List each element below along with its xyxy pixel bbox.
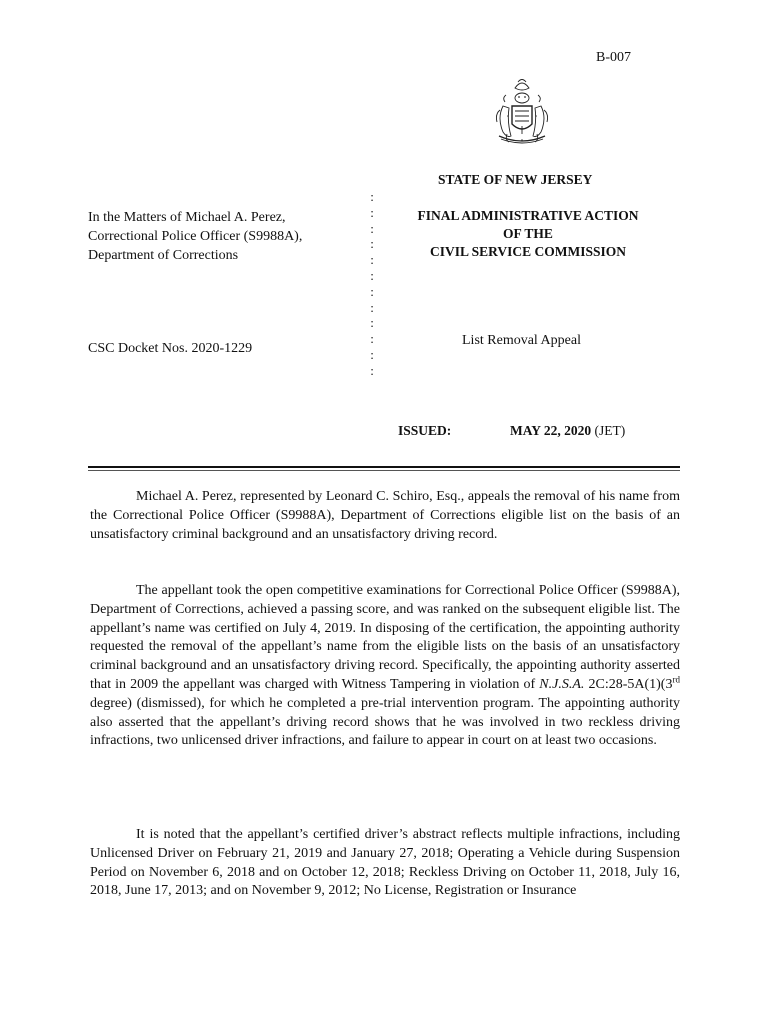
issued-label: ISSUED:	[398, 423, 452, 438]
appeal-type: List Removal Appeal	[462, 333, 581, 348]
matter-caption	[88, 208, 302, 265]
action-title-line: CIVIL SERVICE COMMISSION	[429, 244, 627, 259]
paragraph-3	[90, 826, 680, 901]
document-code: B-007	[596, 50, 631, 65]
issued-date	[510, 423, 625, 439]
statute-citation: N.J.S.A.	[539, 676, 585, 692]
caption-rule	[88, 466, 680, 468]
paragraph-2	[90, 582, 680, 751]
paragraph-1	[90, 488, 680, 544]
paragraph-3-text: It is noted that the appellant’s certified driver’s abstract reflects multiple infractions, including Unlicensed Driver on February 21, 2019 and January 27, 2018; Operating a Vehicle during Suspension Period on November 6, 2018 and on October 12, 2018; Reckless Driving on October 11, 2018, July 16, 2018, June 17, 2013; and on November 9, 2012; No License, Registration or Insurance	[90, 827, 680, 899]
state-seal-icon	[493, 76, 551, 150]
state-heading: STATE OF NEW JERSEY	[438, 172, 593, 187]
paragraph-2-text-a: The appellant took the open competitive examinations for Correctional Police Officer (S9988A), Department of Corrections, achieved a passing score, and was ranked on the subsequent eligible list. The appellant’s name was certified on July 4, 2019. In disposing of the certification, the appointing authority requested the removal of the appellant’s name from the eligible lists on the basis of an unsatisfactory criminal background and an unsatisfactory driving record. Specifically, the appointing authority asserted that in 2009 the appellant was charged with Witness Tampering in violation of	[90, 583, 680, 692]
paragraph-2-text-c: degree) (dismissed), for which he completed a pre-trial intervention program. The appointing authority also asserted that the appellant’s driving record shows that he was involved in two reckless driving infractions, two unlicensed driver infractions, and failure to appear in court on at least two occasions.	[90, 695, 680, 749]
matter-line: Department of Corrections	[88, 248, 239, 263]
action-title-line: OF THE	[503, 226, 553, 241]
matter-line: Correctional Police Officer (S9988A),	[88, 229, 303, 244]
caption-rule-thin	[88, 470, 680, 471]
matter-line: In the Matters of Michael A. Perez,	[88, 210, 286, 225]
action-title	[396, 207, 660, 261]
ordinal-superscript: rd	[672, 674, 680, 685]
issued-date-value: MAY 22, 2020	[510, 423, 592, 438]
paragraph-2-text-b: 2C:28-5A(1)(3	[584, 676, 673, 692]
docket-number: CSC Docket Nos. 2020-1229	[88, 341, 253, 356]
action-title-line: FINAL ADMINISTRATIVE ACTION	[417, 208, 639, 223]
issued-initials: (JET)	[594, 423, 626, 438]
caption-divider-colons: : : : : : : : : : : : :	[370, 189, 374, 378]
paragraph-1-text: Michael A. Perez, represented by Leonard C. Schiro, Esq., appeals the removal of his name from the Correctional Police Officer (S9988A), Department of Corrections eligible list on the basis of an unsatisfactory criminal background and an unsatisfactory driving record.	[90, 489, 680, 542]
